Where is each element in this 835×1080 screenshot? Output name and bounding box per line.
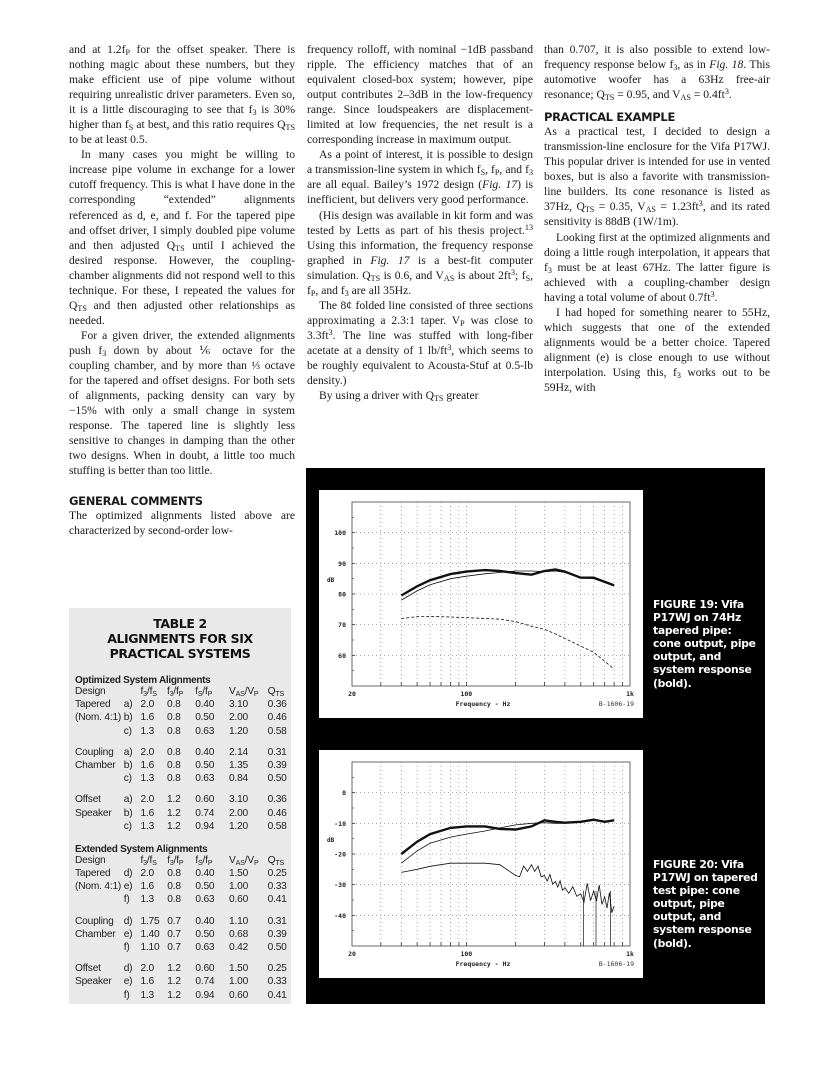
table-cell [75,990,124,1003]
table-cell: 0.50 [267,942,287,953]
table-cell: 0.42 [229,942,249,953]
table-cell: 0.58 [267,725,287,737]
table-cell: 0.31 [267,915,287,927]
y-tick-label: 0 [342,789,346,798]
table-cell: 0.40 [195,746,215,758]
table-title-line1: ALIGNMENTS FOR SIX [107,631,253,646]
table-cell: 1.3 [140,894,154,906]
table-cell: 0.8 [167,868,181,880]
section-optimized: Optimized System Alignments [75,675,211,686]
figure-20-chart [319,750,643,978]
table-cell: 3.10 [228,699,248,711]
table-cell: Coupling [75,915,114,927]
column-header: $V_{AS}/V_P$ [228,686,259,698]
y-tick-label: 90 [338,559,346,568]
table-row [75,773,291,786]
table-header-row [75,855,291,868]
table-cell: 2.00 [228,807,248,819]
table-cell: 0.68 [229,928,249,940]
column-header: $V_{AS}/V_P$ [229,854,259,867]
table-row [75,929,291,942]
table-row [75,894,291,907]
table-cell [75,821,124,834]
paragraph: The optimized alignments listed above are characterized by second-order low- [69,509,295,538]
x-tick-label: 100 [460,950,473,958]
table-cell: 0.8 [166,699,181,711]
table-cell: 1.75 [140,915,160,927]
table-cell: 0.8 [166,773,181,785]
table-cell: 1.50 [229,868,249,880]
table-cell: 2.0 [140,746,155,758]
table-cell: 0.50 [195,928,215,940]
table-cell: 1.3 [140,725,155,737]
table-cell: 0.94 [195,989,215,1001]
y-tick-label: -20 [334,850,346,859]
table-cell: 0.60 [229,894,249,906]
table-cell: 0.8 [166,712,181,724]
column-header: Design [75,854,106,866]
figure-reference: Fig. 17 [482,178,518,192]
figure-reference: Fig. 17 [370,253,410,267]
paragraph: frequency rolloff, with nominal −1dB passband ripple. The efficiency matches that of an equivalent closed-box system; however, pipe output contributes 2–3dB in the low-frequency range. Since loudspeakers are displacement-limited at low frequencies, the net result is a corresponding increase in maximum output. [307,43,533,147]
table-cell: 1.40 [140,928,160,940]
table-row [75,712,291,725]
table-cell [75,894,124,907]
table-cell: 0.58 [267,820,287,832]
figure-20-caption: FIGURE 20: Vifa P17WJ on tapered test pipe: cone output, pipe output, and system response (bold). [653,858,758,950]
table-cell: 1.00 [229,976,249,988]
table-cell: f) [123,894,130,906]
y-axis-label: dB [327,577,335,584]
paragraph: I had hoped for something nearer to 55Hz, which suggests that one of the extended alignments would be a better choice. Tapered alignment (e) is close enough to use without interpolation. Using this, $f_3$ works out to be 59Hz, with [544,305,770,394]
table-cell: 0.50 [195,881,215,893]
x-axis-label: Frequency - Hz [455,960,511,968]
table-cell: 1.20 [228,725,248,737]
column-header: $f_S/f_P$ [195,854,213,867]
paragraph: As a point of interest, it is possible to design a transmission-line system in which $f_S$, $f_P$, and $f_3$ are all equal. Bailey’s 1972 design (Fig. 17) is inefficient, but delivers very good performance. [307,148,534,207]
table-cell: 0.39 [267,928,287,940]
column-header [124,686,141,699]
table-cell: 2.0 [140,868,154,880]
table-cell: Chamber [75,759,116,771]
table-row [75,916,291,929]
table-cell: 1.20 [228,820,248,832]
table-row [75,808,291,821]
x-tick-label: 20 [348,690,356,698]
table-cell: 2.14 [228,746,248,758]
table-cell: Speaker [75,976,112,988]
optimized-alignments-table [75,686,291,834]
table-cell: a) [123,794,133,806]
table-cell [75,942,124,955]
table-cell: f) [123,942,130,953]
table-cell: 0.7 [167,928,181,940]
paragraph: In many cases you might be willing to increase pipe volume in exchange for a lower cutoff frequency. This is what I have done in the corresponding “extended” alignments referenced as d, e, and f. For the tapered pipe and offset driver, I simply doubled pipe volume and then adjusted $Q_{TS}$ until I achieved the desired response. However, the coupling-chamber alignments did not respond well to this technique. For these, I repeated the values for $Q_{TS}$ and then adjusted other relationships as needed. [69,148,295,327]
table-cell: 1.35 [228,759,248,771]
table-cell: 0.94 [195,820,215,832]
table-cell: 1.3 [140,820,155,832]
table-cell: Offset [75,963,101,975]
y-tick-label: -10 [334,819,346,828]
table-cell: 0.63 [195,894,215,906]
table-cell: 0.8 [167,881,181,893]
paragraph: than 0.707, it is also possible to extend low-frequency response below $f_3$, as in Fig. 18. This automotive woofer has a 63Hz free-air resonance; $Q_{TS} = 0.95$, and $V_{AS} = 0.4ft^3$. [544,43,770,103]
table-cell: 0.60 [195,794,215,806]
table-cell: 2.0 [140,963,154,975]
table-cell: 0.36 [267,794,287,806]
column-header: $f_3/f_P$ [167,854,184,867]
table-cell: 0.74 [195,976,215,988]
section-heading-general-comments: GENERAL COMMENTS [69,494,203,509]
y-axis-label: dB [327,837,335,844]
table-cell: 0.40 [195,699,215,711]
table-cell: 1.6 [140,976,154,988]
extended-alignments-table [75,855,291,1003]
table-cell: (Nom. 4:1) [75,712,122,724]
table-cell [75,773,124,786]
table-cell: 0.8 [166,725,181,737]
table-cell: Speaker [75,807,112,819]
table-cell: 0.7 [167,915,181,927]
table-cell: 0.63 [195,773,215,785]
frequency-response-plot [319,750,643,978]
table-cell: 0.8 [166,746,181,758]
table-row [75,963,291,976]
frequency-response-plot [319,490,643,718]
x-tick-label: 1k [626,690,634,698]
table-cell: c) [123,725,132,737]
table-cell: 1.6 [140,807,155,819]
table-row [75,821,291,834]
table-cell: Tapered [75,699,111,711]
text-column-1 [69,42,295,538]
table-cell: 0.74 [195,807,215,819]
table-header-row [75,686,291,699]
table-cell: 3.10 [228,794,248,806]
table-label: TABLE 2 [153,616,207,631]
section-extended: Extended System Alignments [75,843,208,855]
table-cell: b) [123,807,133,819]
table-row [75,747,291,760]
table-row [75,726,291,739]
table-cell: 2.00 [228,712,248,724]
section-heading-practical-example: PRACTICAL EXAMPLE [544,110,675,125]
table-cell: e) [123,976,133,988]
table-cell: 0.31 [267,746,287,758]
table-cell: 0.46 [267,712,287,724]
table-cell: b) [123,712,133,724]
figure-19-caption: FIGURE 19: Vifa P17WJ on 74Hz tapered pipe: cone output, pipe output, and system response (bold). [653,598,756,690]
column-header: $f_S/f_P$ [195,686,213,698]
table-cell: f) [123,989,130,1001]
table-row [75,794,291,807]
table-row [75,699,291,712]
table-cell: 0.25 [267,963,287,975]
table-cell: 1.2 [166,820,181,832]
column-header: $f_3/f_P$ [166,686,184,698]
table-cell: 1.2 [167,989,181,1001]
table-cell: 0.40 [195,915,215,927]
table-cell: b) [123,759,133,771]
figure-code: B-1606-19 [598,700,634,708]
table-cell: 0.8 [166,759,181,771]
y-tick-label: 100 [334,529,346,538]
column-header: $Q_{TS}$ [267,686,285,698]
column-header: $f_3/f_S$ [140,854,157,867]
paragraph: The 8¢ folded line consisted of three sections approximating a 2.3:1 taper. $V_P$ was close to $3.3ft^3$. The line was stuffed with long-fiber acetate at a density of 1 $lb/ft^3$, which seems to be roughly equivalent to Acousta-Stuf at 0.5-lb density.) [307,298,533,388]
x-axis-label: Frequency - Hz [455,700,511,708]
table-cell: e) [123,928,133,940]
table-cell: 2.0 [140,699,155,711]
table-cell: c) [123,820,132,832]
x-tick-label: 20 [348,950,356,958]
table-2-box [69,608,291,1004]
table-cell: 1.2 [167,963,181,975]
series-line-thin-noisy [401,863,614,913]
figures-panel [306,468,765,1004]
text-column-2 [307,42,533,403]
column-header: $f_3/f_S$ [140,686,157,698]
table-cell: 0.46 [267,807,287,819]
table-cell: 1.6 [140,712,155,724]
table-cell: Chamber [75,928,116,940]
table-cell: 0.50 [195,759,215,771]
table-row [75,976,291,989]
table-cell: 0.50 [195,712,215,724]
table-cell: a) [123,746,133,758]
text-column-3 [544,42,770,395]
y-tick-label: -30 [334,881,346,890]
table-cell: 0.63 [195,942,215,953]
y-tick-label: -40 [334,911,346,920]
table-cell: Offset [75,794,101,806]
paragraph: As a practical test, I decided to design a transmission-line enclosure for the Vifa P17WJ. This popular driver is intended for use in vented boxes, but is also a favorite with transmission-line builders. Its cone resonance is listed as 37Hz, $Q_{TS} = 0.35$, $V_{AS} = 1.23ft^3$, and its rated sensitivity is 88dB (1W/1m). [544,125,770,229]
table-cell: 1.50 [229,963,249,975]
table-cell: 0.40 [195,868,215,880]
table-cell: 1.00 [229,881,249,893]
table-cell: 1.2 [166,794,181,806]
table-row [75,760,291,773]
table-row [75,990,291,1003]
table-cell: 1.2 [167,976,181,988]
figure-19-chart [319,490,643,718]
table-cell: d) [123,868,133,880]
paragraph: and at $1.2f_P$ for the offset speaker. There is nothing magic about these numbers, but they make efficient use of pipe volume without requiring unrealistic driver parameters. Even so, it is a little discouraging to see that $f_3$ is 30% higher than $f_S$ at best, and this ratio requires $Q_{TS}$ to be at least 0.5. [69,43,295,147]
table-cell: 0.25 [267,868,287,880]
reference-number: 13 [524,222,533,232]
table-cell: a) [123,699,133,711]
series-line-dashed [401,616,614,669]
series-line-bold [401,570,614,596]
table-cell: c) [123,773,132,785]
table-cell: 0.84 [228,773,248,785]
table-title-line2: PRACTICAL SYSTEMS [109,646,251,661]
table-cell: (Nom. 4:1) [75,881,122,893]
table-cell: 0.33 [267,976,287,988]
paragraph: (His design was available in kit form and was tested by Letts as part of his thesis project.$^{13}$ Using this information, the frequency response graphed in Fig. 17 is a best-fit computer simulation. $Q_{TS}$ is 0.6, and $V_{AS}$ is about $2ft^3$; $f_S$, $f_P$, and $f_3$ are all 35Hz. [307,208,533,298]
table-cell: 1.6 [140,759,155,771]
y-tick-label: 60 [338,651,346,660]
table-cell: Coupling [75,746,114,758]
table-cell: 1.6 [140,881,154,893]
table-cell: 0.50 [267,773,287,785]
paragraph: Looking first at the optimized alignments and doing a little rough interpolation, it appears that $f_3$ must be at least 67Hz. The latter figure is achieved with a coupling-chamber design having a total volume of about $0.7ft^3$. [544,230,770,304]
series-line-bold [401,820,614,854]
table-cell: 1.3 [140,989,154,1001]
paragraph: By using a driver with $Q_{TS}$ greater [319,389,479,404]
table-cell: 1.3 [140,773,155,785]
table-cell: 1.10 [140,942,160,953]
table-cell: 0.39 [267,759,287,771]
table-cell: 0.60 [195,963,215,975]
table-cell: 0.41 [267,894,287,906]
table-row [75,881,291,894]
table-cell: 0.33 [267,881,287,893]
series-line-thin [401,571,614,600]
column-header: Design [75,686,106,697]
table-cell: d) [123,963,133,975]
table-cell: 1.10 [229,915,249,927]
table-cell: 0.41 [267,989,287,1001]
table-cell: 1.2 [166,807,181,819]
table-row [75,868,291,881]
table-cell: e) [123,881,133,893]
table-cell: Tapered [75,868,111,880]
paragraph: For a given driver, the extended alignments push $f_3$ down by about ⅙ octave for the coupling chamber, and by more than ⅓ octave for the tapered and offset designs. For both sets of alignments, packing density can vary by −15% with only a small change in system response. The tapered line is slightly less sensitive to changes in damping than the other two designs. When in doubt, a little too much stuffing is better than too little. [69,328,295,478]
table-cell: 0.36 [267,699,287,711]
table-cell: 0.63 [195,725,215,737]
table-cell: 0.8 [167,894,181,906]
table-cell: d) [123,915,133,927]
x-tick-label: 1k [626,950,634,958]
column-header: $Q_{TS}$ [267,854,285,867]
figure-reference: Fig. 18 [709,58,744,72]
series-line-thin [401,820,614,863]
y-tick-label: 70 [338,621,346,630]
table-cell: 0.7 [167,942,181,953]
table-row [75,942,291,955]
column-header [124,855,141,868]
y-tick-label: 80 [338,590,346,599]
table-cell [75,726,124,739]
x-tick-label: 100 [460,690,473,698]
table-cell: 2.0 [140,794,155,806]
table-cell: 0.60 [229,989,249,1001]
figure-code: B-1606-19 [598,960,634,968]
